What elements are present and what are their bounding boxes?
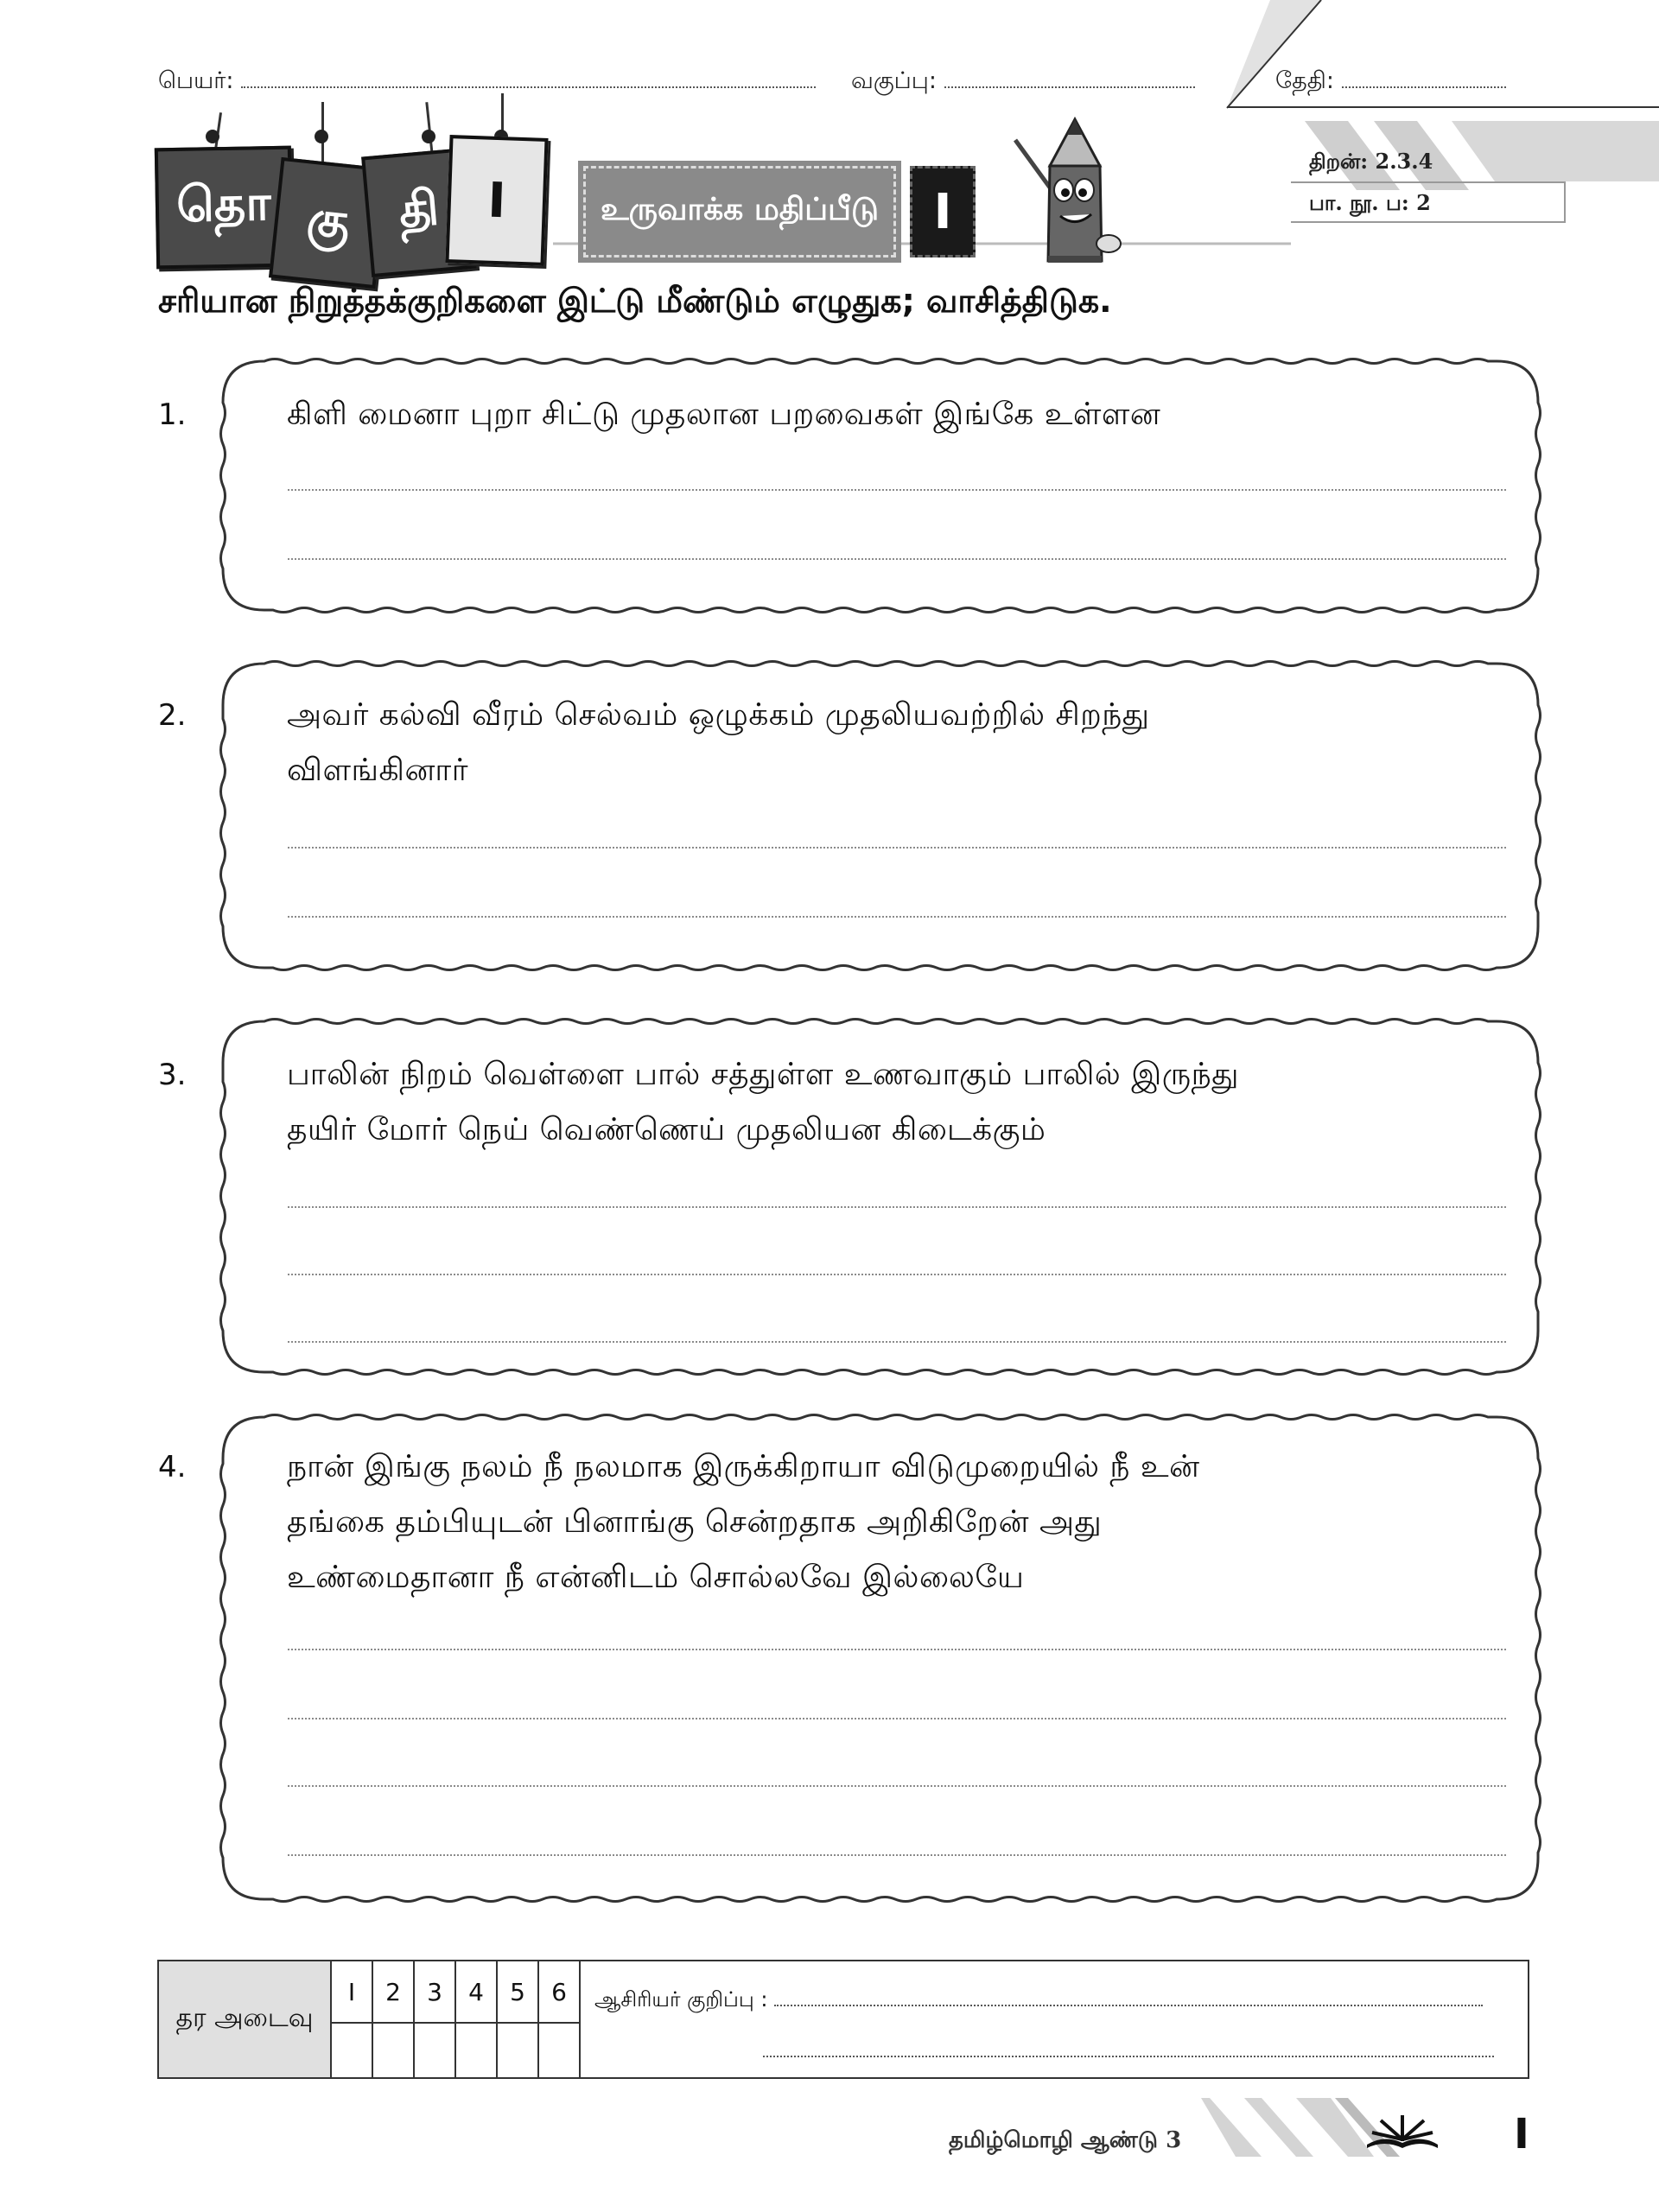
date-blank[interactable]: [1342, 69, 1506, 88]
grade-level-6: 6: [538, 1961, 580, 2023]
question-number: 4.: [158, 1450, 187, 1484]
question-text: [287, 387, 1514, 442]
writing-line[interactable]: [288, 1785, 1506, 1787]
tile-pin: [315, 130, 328, 143]
writing-line[interactable]: [288, 1718, 1506, 1719]
footer-subject-year: தமிழ்மொழி ஆண்டு 3: [949, 2127, 1182, 2153]
question-number: 2.: [158, 698, 187, 733]
question-line: உண்மைதானா நீ என்னிடம் சொல்லவே இல்லையே: [287, 1560, 1025, 1595]
grade-box-1[interactable]: [331, 2023, 372, 2078]
title-tile-1: தொ: [155, 146, 293, 270]
grade-level-3: 3: [414, 1961, 455, 2023]
skill-divider: [1291, 221, 1566, 223]
textbook-page-ref: பா. நூ. ப: 2: [1309, 190, 1431, 215]
teacher-note-blank-1[interactable]: [774, 1987, 1483, 2006]
grade-box-3[interactable]: [414, 2023, 455, 2078]
assessment-number: I: [910, 166, 976, 257]
writing-line[interactable]: [288, 489, 1506, 491]
title-tile-2: கு: [269, 157, 388, 289]
class-field[interactable]: [851, 67, 1195, 98]
title-tile-3: தி: [361, 148, 477, 277]
tile-pin: [206, 130, 219, 143]
question-line: கிளி மைனா புறா சிட்டு முதலான பறவைகள் இங்கே உள்ளன: [287, 397, 1161, 432]
class-blank[interactable]: [944, 69, 1195, 88]
grade-box-4[interactable]: [455, 2023, 497, 2078]
grade-level-2: 2: [372, 1961, 414, 2023]
skill-divider: [1291, 181, 1566, 183]
question-line: பாலின் நிறம் வெள்ளை பால் சத்துள்ள உணவாகும் பாலில் இருந்து: [287, 1057, 1239, 1092]
tile-pin: [422, 130, 435, 143]
book-logo-icon: [1363, 2108, 1441, 2148]
name-field[interactable]: [158, 67, 816, 98]
title-tile-4: I: [445, 135, 548, 266]
writing-line[interactable]: [288, 1274, 1506, 1275]
teacher-note-label: ஆசிரியர் குறிப்பு :: [594, 1987, 768, 2012]
instruction-text: சரியான நிறுத்தக்குறிகளை இட்டு மீண்டும் எழுதுக; வாசித்திடுக.: [158, 282, 1112, 320]
grade-box-6[interactable]: [538, 2023, 580, 2078]
writing-line[interactable]: [288, 847, 1506, 849]
question-line: அவர் கல்வி வீரம் செல்வம் ஒழுக்கம் முதலியவற்றில் சிறந்து: [287, 697, 1150, 733]
date-label: தேதி:: [1275, 67, 1334, 94]
writing-line[interactable]: [288, 558, 1506, 560]
question-number: 3.: [158, 1058, 187, 1092]
skill-code: திறன்: 2.3.4: [1309, 149, 1433, 174]
question-line: தயிர் மோர் நெய் வெண்ணெய் முதலியன கிடைக்கும்: [287, 1112, 1046, 1147]
grade-table: [157, 1960, 1529, 2079]
name-label: பெயர்:: [158, 67, 234, 94]
grade-level-1: I: [331, 1961, 372, 2023]
grade-box-2[interactable]: [372, 2023, 414, 2078]
question-line: விளங்கினார்: [287, 753, 468, 788]
question-line: நான் இங்கு நலம் நீ நலமாக இருக்கிறாயா விடுமுறையில் நீ உன்: [287, 1449, 1200, 1484]
question-line: தங்கை தம்பியுடன் பினாங்கு சென்றதாக அறிகிறேன் அது: [287, 1504, 1103, 1540]
writing-line[interactable]: [288, 1854, 1506, 1856]
grade-label: தர அடைவு: [158, 1961, 331, 2078]
skill-box-edge: [1564, 183, 1566, 223]
question-text: [287, 1440, 1514, 1605]
question-number: 1.: [158, 397, 187, 432]
writing-line[interactable]: [288, 916, 1506, 918]
writing-line[interactable]: [288, 1341, 1506, 1343]
writing-line[interactable]: [288, 1206, 1506, 1208]
teacher-note-cell[interactable]: [580, 1961, 1529, 2078]
writing-line[interactable]: [288, 1649, 1506, 1650]
class-label: வகுப்பு:: [851, 67, 937, 94]
grade-box-5[interactable]: [497, 2023, 538, 2078]
date-field[interactable]: [1275, 67, 1506, 98]
grade-level-4: 4: [455, 1961, 497, 2023]
name-blank[interactable]: [241, 69, 816, 88]
teacher-note-blank-2[interactable]: [763, 2038, 1494, 2057]
assessment-label: உருவாக்க மதிப்பீடு: [583, 166, 896, 257]
question-text: [287, 1047, 1514, 1158]
pencil-mascot-icon: [998, 114, 1128, 270]
question-text: [287, 688, 1514, 798]
grade-level-5: 5: [497, 1961, 538, 2023]
page-number: I: [1514, 2110, 1529, 2158]
